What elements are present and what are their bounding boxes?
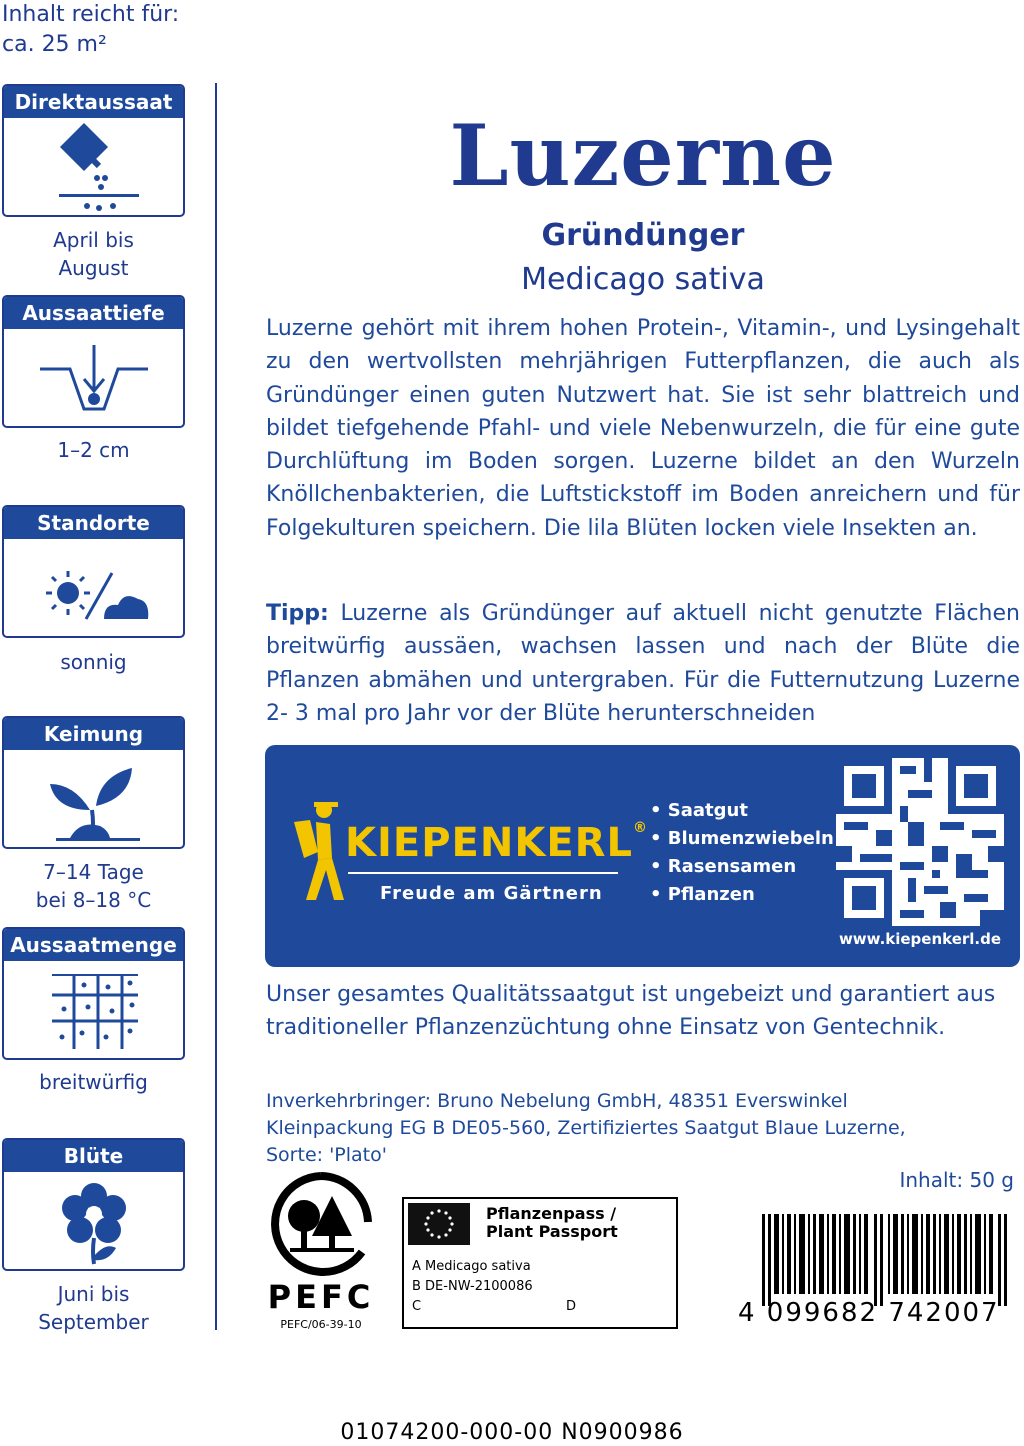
article-code: 01074200-000-00 N0900986 xyxy=(340,1420,684,1445)
quality-statement: Unser gesamtes Qualitätssaatgut ist ungebeizt und garantiert aus traditioneller Pflanzenzüchtung ohne Einsatz von Gentechnik. xyxy=(266,982,996,1040)
product-latin-name: Medicago sativa xyxy=(521,262,765,297)
passport-title-line1: Pflanzenpass / xyxy=(486,1204,617,1223)
product-description: Luzerne gehört mit ihrem hohen Protein-, Vitamin-, und Lysingehalt zu den wertvollsten mehrjährigen Futterpflanzen, die auch als Gründünger einen guten Nutzwert hat. Sie ist sehr blattreich und bildet tiefgehende Pfahl- und viele Nebenwurzeln, die für eine gute Durchlüftung im Boden sorgen. Luzerne bildet an den Wurzeln Knöllchenbakterien, die Luftstickstoff im Boden anreichern und für Folgekulturen speichern. Die lila Blüten locken viele Insekten an. xyxy=(266,316,1020,541)
card-title: Keimung xyxy=(4,718,183,750)
list-item: • Rasensamen xyxy=(650,856,797,877)
passport-row-d: D xyxy=(566,1299,577,1314)
qr-code-icon xyxy=(836,758,1004,926)
card-title: Direktaussaat xyxy=(4,86,183,118)
sun-cloud-icon xyxy=(34,543,154,637)
passport-title xyxy=(486,1205,618,1241)
card-value xyxy=(0,436,187,464)
planting-depth-icon xyxy=(34,333,154,427)
passport-row-c: C xyxy=(412,1299,422,1314)
pefc-label: PEFC xyxy=(267,1278,375,1316)
seedling-icon xyxy=(34,754,154,848)
passport-title-line2: Plant Passport xyxy=(486,1222,618,1241)
coverage-info xyxy=(2,0,179,60)
barcode-number: 4 099682 742007 xyxy=(738,1298,1000,1328)
eu-flag-icon xyxy=(408,1203,470,1245)
flower-icon xyxy=(34,1176,154,1270)
card-value xyxy=(0,1280,187,1336)
product-category: Gründünger xyxy=(541,218,745,253)
legal-info xyxy=(266,1088,1020,1169)
tip-text: Luzerne als Gründünger auf aktuell nicht genutzte Flächen breitwürfig aussäen, wachsen lassen und nach der Blüte die Pflanzen abmähen und untergraben. Für die Futternutzung Luzerne 2- 3 mal pro Jahr vor der Blüte herunterschneiden xyxy=(266,601,1020,726)
card-value-line1: Juni bis xyxy=(57,1282,130,1306)
card-sowing-depth xyxy=(2,295,185,428)
legal-line: Inverkehrbringer: Bruno Nebelung GmbH, 48351 Everswinkel xyxy=(266,1090,848,1112)
card-value-line2: August xyxy=(58,256,129,280)
plant-passport xyxy=(402,1197,678,1329)
card-value-line1: April bis xyxy=(53,228,134,252)
passport-row-b: B DE-NW-2100086 xyxy=(412,1279,533,1294)
card-value xyxy=(0,226,187,282)
card-location xyxy=(2,505,185,638)
hiker-logo-icon xyxy=(288,800,348,904)
qr-code[interactable] xyxy=(836,758,1004,926)
pefc-code: PEFC/06-39-10 xyxy=(280,1318,362,1331)
card-value-line1: breitwürfig xyxy=(39,1070,148,1094)
passport-row-a: A Medicago sativa xyxy=(412,1259,531,1274)
website-link[interactable]: www.kiepenkerl.de xyxy=(838,930,1002,948)
brand-underline xyxy=(348,872,618,874)
coverage-value: ca. 25 m² xyxy=(2,32,107,57)
card-value-line1: sonnig xyxy=(60,650,127,674)
card-title: Aussaattiefe xyxy=(4,297,183,329)
card-value-line1: 7–14 Tage xyxy=(43,860,144,884)
broadcast-grid-icon xyxy=(34,965,154,1059)
card-value xyxy=(0,648,187,676)
sidebar-divider xyxy=(215,83,217,1330)
list-item: • Pflanzen xyxy=(650,884,755,905)
product-range-list xyxy=(650,797,834,909)
brand-name xyxy=(345,820,648,866)
card-value-line2: September xyxy=(38,1310,149,1334)
card-germination xyxy=(2,716,185,849)
card-value xyxy=(0,858,187,914)
brand-slogan: Freude am Gärtnern xyxy=(380,883,603,904)
pefc-logo-icon xyxy=(262,1172,380,1276)
card-value xyxy=(0,1068,187,1096)
card-value-line1: 1–2 cm xyxy=(57,438,130,462)
card-title: Standorte xyxy=(4,507,183,539)
content-weight: Inhalt: 50 g xyxy=(899,1168,1014,1192)
list-item: • Saatgut xyxy=(650,800,748,821)
product-title: Luzerne xyxy=(449,106,837,205)
tip-paragraph xyxy=(266,597,1020,730)
legal-line: Kleinpackung EG B DE05-560, Zertifiziertes Saatgut Blaue Luzerne, xyxy=(266,1117,906,1139)
brand-wordmark: KIEPENKERL xyxy=(345,820,633,866)
coverage-label: Inhalt reicht für: xyxy=(2,2,180,27)
card-direct-sowing xyxy=(2,84,185,217)
registered-mark: ® xyxy=(632,820,648,836)
legal-line: Sorte: 'Plato' xyxy=(266,1144,387,1166)
seed-bag-icon xyxy=(39,122,149,216)
list-item: • Blumenzwiebeln xyxy=(650,828,834,849)
card-title: Aussaatmenge xyxy=(4,929,183,961)
barcode-icon xyxy=(762,1214,1012,1306)
card-title: Blüte xyxy=(4,1140,183,1172)
tip-label: Tipp: xyxy=(266,601,329,626)
card-sowing-quantity xyxy=(2,927,185,1060)
card-value-line2: bei 8–18 °C xyxy=(35,888,152,912)
card-bloom xyxy=(2,1138,185,1271)
